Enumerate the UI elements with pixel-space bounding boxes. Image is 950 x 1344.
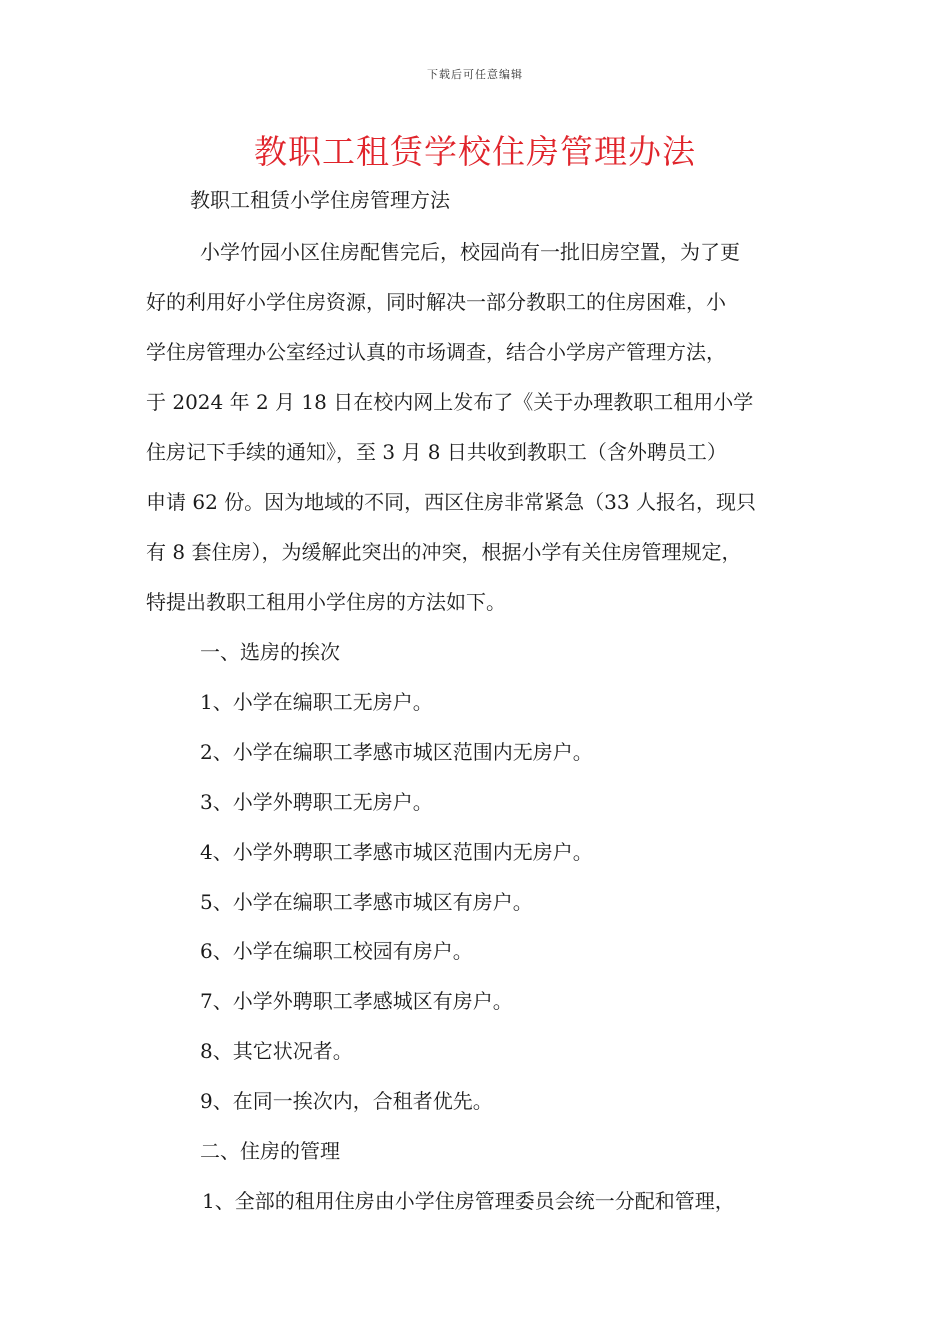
list-item: 7、小学外聘职工孝感城区有房户。 — [200, 989, 513, 1013]
list-item: 3、小学外聘职工无房户。 — [200, 790, 433, 814]
section-heading: 一、选房的挨次 — [200, 640, 340, 664]
list-item: 1、全部的租用住房由小学住房管理委员会统一分配和管理， — [202, 1189, 735, 1213]
intro-line: 特提出教职工租用小学住房的方法如下。 — [146, 590, 506, 614]
document-title: 教职工租赁学校住房管理办法 — [254, 132, 696, 171]
intro-line: 于 2024 年 2 月 18 日在校内网上发布了《关于办理教职工租用小学 — [146, 390, 754, 414]
section-heading: 二、住房的管理 — [200, 1139, 340, 1163]
list-item: 6、小学在编职工校园有房户。 — [200, 939, 473, 963]
intro-line: 有 8 套住房），为缓解此突出的冲突，根据小学有关住房管理规定， — [146, 540, 742, 564]
list-item: 5、小学在编职工孝感市城区有房户。 — [200, 890, 533, 914]
intro-line: 学住房管理办公室经过认真的市场调查，结合小学房产管理方法， — [146, 340, 726, 364]
list-item: 2、小学在编职工孝感市城区范围内无房户。 — [200, 740, 593, 764]
intro-line: 住房记下手续的通知》，至 3 月 8 日共收到教职工（含外聘员工） — [146, 440, 727, 464]
page-header-note: 下载后可任意编辑 — [427, 68, 523, 81]
list-item: 1、小学在编职工无房户。 — [200, 690, 433, 714]
intro-line: 小学竹园小区住房配售完后，校园尚有一批旧房空置，为了更 — [200, 240, 740, 264]
list-item: 8、其它状况者。 — [200, 1039, 353, 1063]
list-item: 9、在同一挨次内，合租者优先。 — [200, 1089, 493, 1113]
document-subtitle: 教职工租赁小学住房管理方法 — [190, 188, 450, 212]
list-item: 4、小学外聘职工孝感市城区范围内无房户。 — [200, 840, 593, 864]
intro-line: 好的利用好小学住房资源，同时解决一部分教职工的住房困难，小 — [146, 290, 726, 314]
intro-line: 申请 62 份。因为地域的不同，西区住房非常紧急（33 人报名，现只 — [146, 490, 756, 514]
